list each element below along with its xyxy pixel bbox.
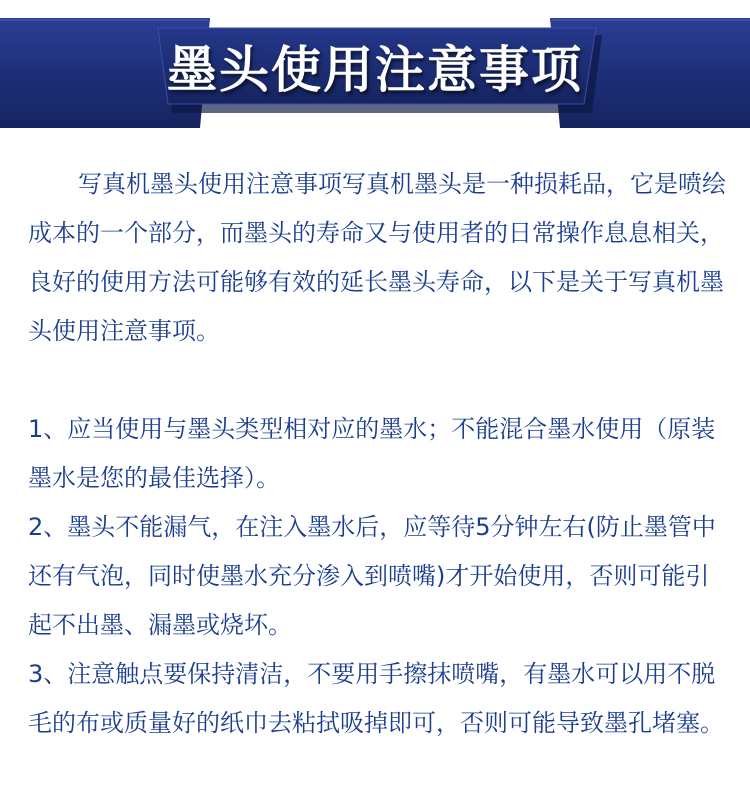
article-body: [28, 160, 728, 748]
page-title: 墨头使用注意事项: [167, 41, 583, 99]
list-item: 3、注意触点要保持清洁，不要用手擦抹喷嘴，有墨水可以用不脱毛的布或质量好的纸巾去粘拭吸掉即可，否则可能导致墨孔堵塞。: [28, 660, 724, 737]
intro-paragraph: 写真机墨头使用注意事项写真机墨头是一种损耗品，它是喷绘成本的一个部分，而墨头的寿命又与使用者的日常操作息息相关，良好的使用方法可能够有效的延长墨头寿命，以下是关于写真机墨头使用注意事项。: [28, 170, 726, 345]
paragraph-spacer: [28, 356, 728, 405]
list-item: 1、应当使用与墨头类型相对应的墨水；不能混合墨水使用（原装墨水是您的最佳选择）。: [28, 415, 716, 492]
list-item: 2、墨头不能漏气，在注入墨水后，应等待5分钟左右(防止墨管中还有气泡，同时使墨水充分渗入到喷嘴)才开始使用，否则可能引起不出墨、漏墨或烧坏。: [28, 513, 716, 639]
header-banner: [0, 0, 750, 140]
